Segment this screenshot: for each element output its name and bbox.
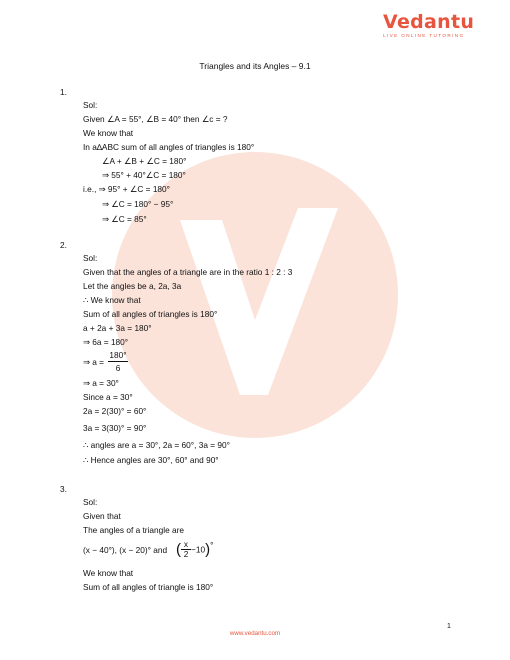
- q1-eq5: ⇒ ∠C = 85°: [102, 214, 147, 224]
- question-2-number: 2.: [60, 240, 67, 250]
- q2-let: Let the angles be a, 2a, 3a: [83, 281, 182, 291]
- logo-wordmark: Vedantu: [383, 11, 475, 33]
- q1-eq3: i.e., ⇒ 95° + ∠C = 180°: [83, 184, 170, 194]
- footer-url[interactable]: www.vedantu.com: [229, 630, 281, 637]
- q1-know: We know that: [83, 128, 134, 138]
- q3-sol: Sol:: [83, 497, 98, 507]
- q2-eq1: a + 2a + 3a = 180°: [83, 323, 152, 333]
- q2-fraction-numerator: 180°: [109, 350, 127, 360]
- q2-fraction: [108, 350, 128, 373]
- q2-eq4: 2a = 2(30)° = 60°: [83, 406, 147, 416]
- q2-frac-prefix: ⇒ a =: [83, 357, 105, 367]
- q3-know: We know that: [83, 568, 134, 578]
- q2-since: Since a = 30°: [83, 392, 133, 402]
- q3-expr-tail: −10: [191, 544, 206, 555]
- q3-angles: The angles of a triangle are: [83, 525, 185, 535]
- q1-eq2: ⇒ 55° + 40°∠C = 180°: [102, 170, 186, 180]
- question-3-number: 3.: [60, 484, 67, 494]
- q2-sum: Sum of all angles of triangles is 180°: [83, 309, 218, 319]
- q3-fraction: [181, 540, 191, 559]
- q2-eq2: ⇒ 6a = 180°: [83, 337, 129, 347]
- page-number: 1: [447, 623, 451, 630]
- q1-sum: In a∆ABC sum of all angles of triangles is 180°: [83, 142, 255, 152]
- q2-eq3: ⇒ a = 30°: [83, 378, 119, 388]
- q3-expr-part1: (x − 40°), (x − 20)° and: [83, 545, 168, 555]
- q2-sol: Sol:: [83, 253, 98, 263]
- q2-angles: ∴ angles are a = 30°, 2a = 60°, 3a = 90°: [83, 440, 230, 450]
- vedantu-logo: [383, 12, 483, 38]
- q3-expr-fraction-group: [176, 540, 213, 560]
- open-paren-glyph: (: [176, 541, 181, 558]
- q1-sol: Sol:: [83, 100, 98, 110]
- q3-expr-degree: °: [210, 540, 214, 550]
- q3-sum: Sum of all angles of triangle is 180°: [83, 582, 214, 592]
- close-paren-glyph: ): [205, 541, 211, 558]
- q2-eq5: 3a = 3(30)° = 90°: [83, 423, 147, 433]
- q1-eq4: ⇒ ∠C = 180° − 95°: [102, 199, 174, 209]
- q1-given: Given ∠A = 55°, ∠B = 40° then ∠c = ?: [83, 114, 228, 124]
- q2-fraction-denominator: 6: [115, 363, 121, 373]
- page-title: Triangles and its Angles – 9.1: [199, 61, 311, 71]
- q3-given: Given that: [83, 511, 121, 521]
- logo-tagline: LIVE ONLINE TUTORING: [383, 33, 465, 38]
- q1-eq1: ∠A + ∠B + ∠C = 180°: [102, 156, 187, 166]
- q2-hence: ∴ Hence angles are 30°, 60° and 90°: [83, 455, 219, 465]
- question-1-number: 1.: [60, 87, 67, 97]
- q2-given: Given that the angles of a triangle are in the ratio 1 : 2 : 3: [83, 267, 293, 277]
- q2-know: ∴ We know that: [83, 295, 141, 305]
- q3-fraction-num: x: [183, 539, 189, 549]
- q3-fraction-den: 2: [181, 549, 191, 559]
